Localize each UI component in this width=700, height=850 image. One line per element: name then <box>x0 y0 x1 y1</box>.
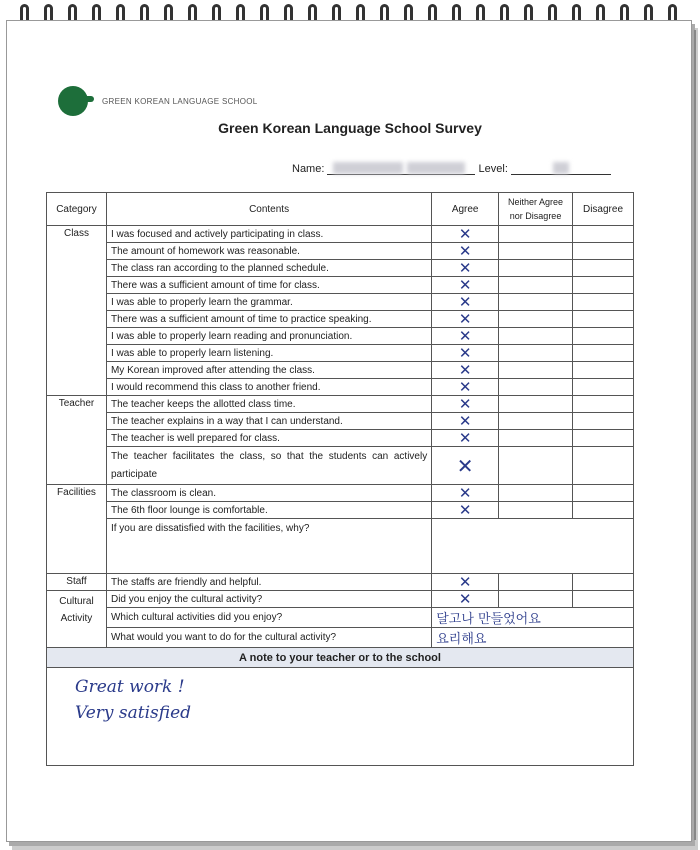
row-label: I would recommend this class to another friend. <box>106 379 431 396</box>
row-label: The teacher is well prepared for class. <box>106 430 431 447</box>
row-label: I was able to properly learn reading and pronunciation. <box>106 328 431 345</box>
row-label: What would you want to do for the cultural activity? <box>106 628 431 648</box>
name-level-row <box>292 162 611 175</box>
row-label: There was a sufficient amount of time for class. <box>106 277 431 294</box>
agree-mark[interactable]: ✕ <box>432 328 499 345</box>
logo-mark-icon <box>58 86 88 116</box>
note-header: A note to your teacher or to the school <box>47 648 634 668</box>
disagree-cell[interactable] <box>573 311 634 328</box>
table-row <box>47 591 634 608</box>
disagree-cell[interactable] <box>573 328 634 345</box>
row-label: There was a sufficient amount of time to practice speaking. <box>106 311 431 328</box>
agree-mark[interactable]: ✕ <box>432 396 499 413</box>
neither-cell[interactable] <box>499 574 573 591</box>
agree-mark[interactable]: ✕ <box>432 591 499 608</box>
category-cultural: Cultural Activity <box>47 591 107 648</box>
row-label: If you are dissatisfied with the facilities, why? <box>106 519 431 574</box>
note-header-row <box>47 648 634 668</box>
neither-cell[interactable] <box>499 243 573 260</box>
disagree-cell[interactable] <box>573 345 634 362</box>
row-label: The staffs are friendly and helpful. <box>106 574 431 591</box>
name-field[interactable] <box>327 162 475 175</box>
row-label: I was focused and actively participating in class. <box>106 226 431 243</box>
table-row <box>47 294 634 311</box>
handwritten-note <box>51 668 629 732</box>
name-label: Name: <box>292 163 328 176</box>
table-row <box>47 243 634 260</box>
disagree-cell[interactable] <box>573 260 634 277</box>
row-label: The classroom is clean. <box>106 485 431 502</box>
table-row <box>47 519 634 574</box>
table-row <box>47 345 634 362</box>
neither-cell[interactable] <box>499 226 573 243</box>
row-label: Which cultural activities did you enjoy? <box>106 608 431 628</box>
table-row <box>47 362 634 379</box>
school-logo <box>58 86 258 116</box>
row-label: I was able to properly learn listening. <box>106 345 431 362</box>
neither-cell[interactable] <box>499 591 573 608</box>
neither-cell[interactable] <box>499 502 573 519</box>
agree-mark[interactable]: ✕ <box>432 345 499 362</box>
neither-cell[interactable] <box>499 277 573 294</box>
row-label: I was able to properly learn the grammar. <box>106 294 431 311</box>
table-row <box>47 379 634 396</box>
disagree-cell[interactable] <box>573 277 634 294</box>
neither-cell[interactable] <box>499 379 573 396</box>
table-row <box>47 574 634 591</box>
category-class: Class <box>47 226 107 396</box>
neither-cell[interactable] <box>499 362 573 379</box>
level-field[interactable] <box>511 162 611 175</box>
agree-mark[interactable]: ✕ <box>432 311 499 328</box>
disagree-cell[interactable] <box>573 396 634 413</box>
neither-cell[interactable] <box>499 485 573 502</box>
row-label: The 6th floor lounge is comfortable. <box>106 502 431 519</box>
disagree-cell[interactable] <box>573 574 634 591</box>
agree-mark[interactable]: ✕ <box>432 413 499 430</box>
neither-cell[interactable] <box>499 294 573 311</box>
category-staff: Staff <box>47 574 107 591</box>
neither-cell[interactable] <box>499 345 573 362</box>
table-row <box>47 396 634 413</box>
row-label: The teacher explains in a way that I can understand. <box>106 413 431 430</box>
table-row <box>47 277 634 294</box>
header-row <box>47 193 634 226</box>
neither-cell[interactable] <box>499 328 573 345</box>
page-edge <box>694 30 696 840</box>
disagree-cell[interactable] <box>573 362 634 379</box>
agree-mark[interactable]: ✕ <box>432 379 499 396</box>
neither-cell[interactable] <box>499 311 573 328</box>
header-neither: Neither Agree nor Disagree <box>499 193 573 226</box>
agree-mark[interactable]: ✕ <box>432 226 499 243</box>
agree-mark[interactable]: ✕ <box>432 260 499 277</box>
row-label: The amount of homework was reasonable. <box>106 243 431 260</box>
enjoyed-activity-answer[interactable]: 달고나 만들었어요 <box>432 608 634 628</box>
agree-mark[interactable]: ✕ <box>432 294 499 311</box>
agree-mark[interactable]: ✕ <box>432 502 499 519</box>
table-row <box>47 447 634 485</box>
disagree-cell[interactable] <box>573 485 634 502</box>
disagree-cell[interactable] <box>573 591 634 608</box>
neither-cell[interactable] <box>499 447 573 485</box>
note-field[interactable] <box>47 668 634 766</box>
note-row <box>47 668 634 766</box>
header-disagree: Disagree <box>573 193 634 226</box>
table-row <box>47 628 634 648</box>
table-row <box>47 260 634 277</box>
agree-mark[interactable]: ✕ <box>432 362 499 379</box>
logo-text: GREEN KOREAN LANGUAGE SCHOOL <box>102 96 258 106</box>
table-row <box>47 328 634 345</box>
survey-title: Green Korean Language School Survey <box>218 120 482 136</box>
row-label: The class ran according to the planned schedule. <box>106 260 431 277</box>
table-row <box>47 502 634 519</box>
header-contents: Contents <box>106 193 431 226</box>
table-row <box>47 608 634 628</box>
table-row <box>47 226 634 243</box>
survey-table <box>46 192 634 766</box>
level-label: Level: <box>478 163 511 176</box>
header-category: Category <box>47 193 107 226</box>
note-line: Great work ! <box>75 677 185 697</box>
neither-cell[interactable] <box>499 260 573 277</box>
row-label: My Korean improved after attending the class. <box>106 362 431 379</box>
category-teacher: Teacher <box>47 396 107 485</box>
table-row <box>47 430 634 447</box>
neither-cell[interactable] <box>499 430 573 447</box>
wanted-activity-answer[interactable]: 요리해요 <box>432 628 634 648</box>
agree-mark[interactable]: ✕ <box>432 430 499 447</box>
agree-mark[interactable]: ✕ <box>432 277 499 294</box>
neither-cell[interactable] <box>499 413 573 430</box>
note-line: Very satisfied <box>75 703 192 723</box>
agree-mark[interactable]: ✕ <box>432 574 499 591</box>
disagree-cell[interactable] <box>573 413 634 430</box>
disagree-cell[interactable] <box>573 447 634 485</box>
row-label: The teacher facilitates the class, so that the students can actively participate <box>106 447 431 485</box>
disagree-cell[interactable] <box>573 430 634 447</box>
table-row <box>47 485 634 502</box>
disagree-cell[interactable] <box>573 502 634 519</box>
disagree-cell[interactable] <box>573 226 634 243</box>
agree-mark[interactable]: ✕ <box>432 243 499 260</box>
header-agree: Agree <box>432 193 499 226</box>
disagree-cell[interactable] <box>573 294 634 311</box>
agree-mark[interactable]: ✕ <box>432 485 499 502</box>
table-row <box>47 311 634 328</box>
neither-cell[interactable] <box>499 396 573 413</box>
row-label: Did you enjoy the cultural activity? <box>106 591 431 608</box>
category-facilities: Facilities <box>47 485 107 574</box>
disagree-cell[interactable] <box>573 243 634 260</box>
row-label: The teacher keeps the allotted class time. <box>106 396 431 413</box>
table-row <box>47 413 634 430</box>
agree-mark[interactable]: ✕ <box>432 447 499 485</box>
disagree-cell[interactable] <box>573 379 634 396</box>
facilities-answer-field[interactable] <box>432 519 634 574</box>
